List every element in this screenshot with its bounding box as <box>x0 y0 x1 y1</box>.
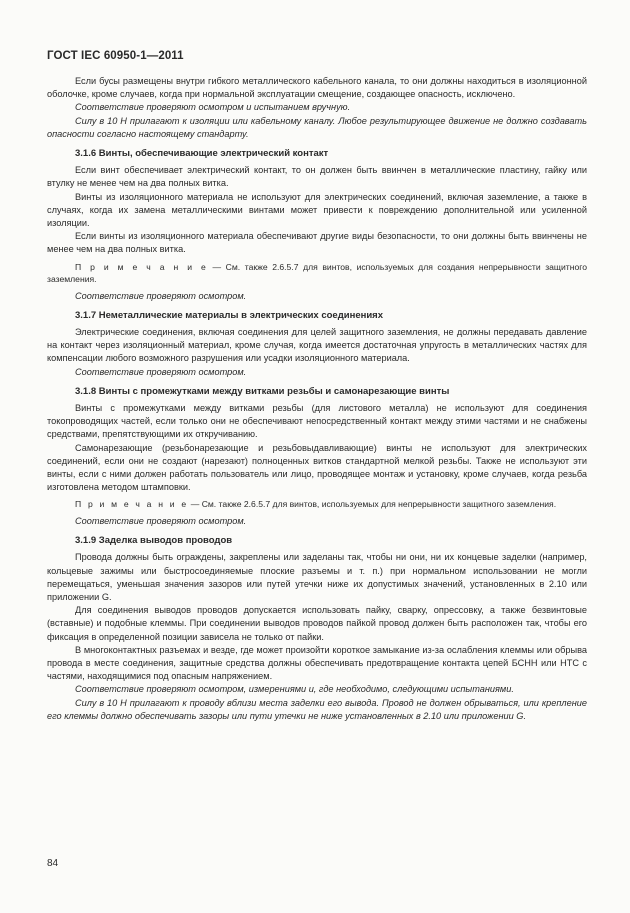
section-heading: 3.1.7 Неметаллические материалы в электрических соединениях <box>75 309 384 321</box>
note-label: П р и м е ч а н и е <box>75 499 189 510</box>
note-text: — См. также 2.6.5.7 для винтов, используемых для создания непрерывности защитного заземления. <box>47 261 587 285</box>
note-text: — См. также 2.6.5.7 для винтов, используемых для непрерывности защитного заземления. <box>188 499 557 510</box>
paragraph: Если бусы размещены внутри гибкого металлического кабельного канала, то они должны находиться в изоляционной оболочке, кроме случаев, когда при нормальной эксплуатации смещение, создающее опасность, исключено. <box>47 76 587 100</box>
page-number: 84 <box>47 858 59 869</box>
note-label: П р и м е ч а н и е <box>75 261 208 272</box>
paragraph: Если винты из изоляционного материала обеспечивают другие виды безопасности, то они должны быть ввинчены не менее чем на два полных витка. <box>47 231 587 255</box>
section-heading: 3.1.8 Винты с промежутками между витками резьбы и самонарезающие винты <box>75 385 450 397</box>
compliance-text: Соответствие проверяют осмотром и испытанием вручную. <box>75 102 351 113</box>
paragraph: В многоконтактных разъемах и везде, где может произойти короткое замыкание из-за ослабления клеммы или обрыва провода в месте соединения, защитные средства должны обеспечивать предотвращение контакта цепей БСНН или НТС с частями, находящимися под опасным напряжением. <box>47 644 587 682</box>
page-header: ГОСТ IEC 60950-1—2011 <box>47 50 184 62</box>
compliance-text: Соответствие проверяют осмотром. <box>75 366 247 377</box>
paragraph: Если винт обеспечивает электрический контакт, то он должен быть ввинчен в металлические пластину, гайку или втулку не менее чем на два полных витка. <box>47 165 587 189</box>
paragraph: Винты из изоляционного материала не используют для электрических соединений, включая заземление, а также в случаях, когда их замена металлическими винтами может привести к повреждению дополнительной или усиленной изоляции. <box>47 191 587 229</box>
paragraph: Электрические соединения, включая соединения для целей защитного заземления, не должны передавать давление на контакт через изоляционный материал, кроме случая, когда имеется достаточная упругость в металлических частях для компенсации любого возможного разрушения или усадки изоляционного материала. <box>47 327 587 364</box>
paragraph: Винты с промежутками между витками резьбы (для листового металла) не используют для соединения токопроводящих частей, если только они не обеспечивают непосредственный контакт между этими частями и не снабжены средствами, препятствующими их откручиванию. <box>47 403 587 440</box>
note <box>47 261 587 286</box>
test-text: Силу в 10 Н прилагают к изоляции или кабельному каналу. Любое результирующее движение не должно создавать опасности согласно настоящему стандарту. <box>47 115 587 139</box>
test-text: Силу в 10 Н прилагают к проводу вблизи места заделки его вывода. Провод не должен обрываться, или крепление его клеммы должно обеспечивать зазоры или пути утечки не ниже установленных в 2.10 или приложении G. <box>47 697 587 721</box>
note <box>47 498 587 511</box>
paragraph: Самонарезающие (резьбонарезающие и резьбовыдавливающие) винты не используют для электрических соединений, если они не создают (нарезают) полноценных витков стандартной мелкой резьбы. Также не используют эти винты, если с ними должен работать пользователь или лицо, проводящее монтаж и установку, кроме случаев, когда резьба изготовлена методом штамповки. <box>47 442 587 493</box>
paragraph: Для соединения выводов проводов допускается использовать пайку, сварку, опрессовку, а также безвинтовые (вставные) и подобные клеммы. При соединении выводов проводов пайкой провод должен быть расположен так, чтобы его фиксация в определенной позиции зависела не только от пайки. <box>47 605 587 642</box>
section-heading: 3.1.6 Винты, обеспечивающие электрический контакт <box>75 148 329 160</box>
compliance-text: Соответствие проверяют осмотром. <box>75 290 247 301</box>
paragraph: Провода должны быть ограждены, закреплены или заделаны так, чтобы ни они, ни их концевые заделки (например, кольцевые зажимы или быстросоединяемые плоские разъемы и т. п.) при нормальном использовании не могли перемещаться, уменьшая значения зазоров или путей утечки ниже их допустимых значений, установленных в 2.10 или приложении G. <box>47 552 587 602</box>
compliance-text: Соответствие проверяют осмотром. <box>75 515 247 526</box>
section-heading: 3.1.9 Заделка выводов проводов <box>75 535 233 547</box>
compliance-text: Соответствие проверяют осмотром, измерениями и, где необходимо, следующими испытаниями. <box>75 684 514 695</box>
page-content <box>47 75 587 723</box>
